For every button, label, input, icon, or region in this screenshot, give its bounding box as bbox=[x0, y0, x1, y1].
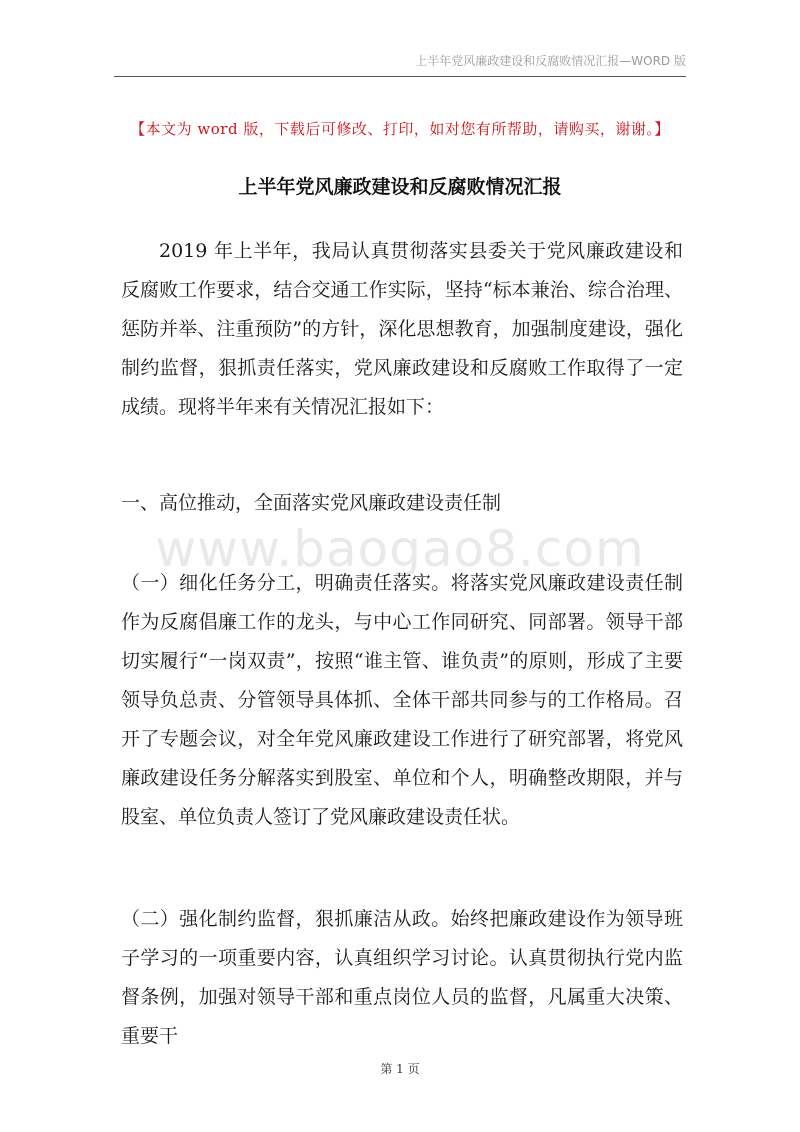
purchase-notice: 【本文为 word 版，下载后可修改、打印，如对您有所帮助，请购买，谢谢。】 bbox=[130, 120, 670, 138]
section-heading-1: 一、高位推动，全面落实党风廉政建设责任制 bbox=[121, 492, 502, 514]
subsection-paragraph-1: （一）细化任务分工，明确责任落实。将落实党风廉政建设责任制作为反腐倡廉工作的龙头，与中心工作同研究、同部署。领导干部切实履行“一岗双责”，按照“谁主管、谁负责”的原则，形成了主要领导负总责、分管领导具体抓、全体干部共同参与的工作格局。召开了专题会议，对全年党风廉政建设工作进行了研究部署，将党风廉政建设任务分解落实到股室、单位和个人，明确整改期限，并与股室、单位负责人签订了党风廉政建设责任状。 bbox=[121, 572, 683, 828]
intro-paragraph: 2019 年上半年，我局认真贯彻落实县委关于党风廉政建设和反腐败工作要求，结合交通工作实际，坚持“标本兼治、综合治理、惩防并举、注重预防”的方针，深化思想教育，加强制度建设，强化制约监督，狠抓责任落实，党风廉政建设和反腐败工作取得了一定成绩。现将半年来有关情况汇报如下： bbox=[121, 240, 683, 418]
watermark-text: www.baogao8.com bbox=[155, 520, 645, 578]
running-header: 上半年党风廉政建设和反腐败情况汇报—WORD 版 bbox=[415, 54, 686, 68]
document-title: 上半年党风廉政建设和反腐败情况汇报 bbox=[238, 176, 562, 198]
page-number: 第 1 页 bbox=[380, 1062, 420, 1076]
subsection-paragraph-2: （二）强化制约监督，狠抓廉洁从政。始终把廉政建设作为领导班子学习的一项重要内容，认真组织学习讨论。认真贯彻执行党内监督条例，加强对领导干部和重点岗位人员的监督，凡属重大决策、重要干 bbox=[121, 908, 683, 1047]
header-rule bbox=[114, 76, 686, 77]
